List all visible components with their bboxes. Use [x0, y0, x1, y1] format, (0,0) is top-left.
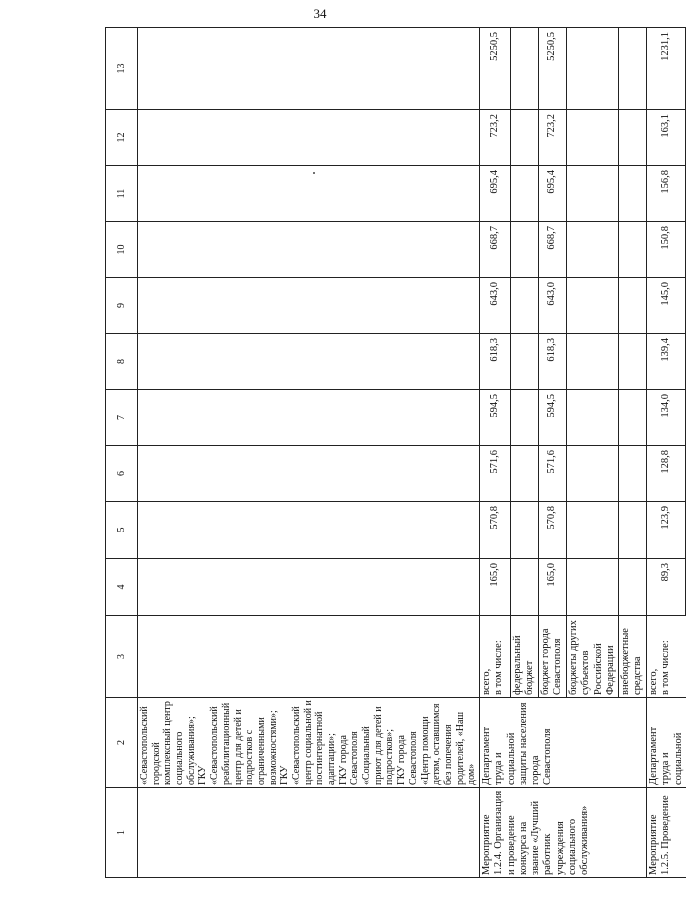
value-cell [510, 502, 538, 559]
value-cell [510, 559, 538, 616]
value-cell [138, 278, 480, 334]
value-cell [566, 390, 618, 446]
value-cell [566, 166, 618, 222]
value-cell: 570,8 [479, 502, 510, 559]
source-cell: федеральный бюджет [510, 616, 538, 698]
value-cell [619, 390, 647, 446]
value-cell: 165,0 [538, 559, 566, 616]
header-cell: 6 [106, 446, 138, 502]
value-cell: 571,6 [538, 446, 566, 502]
value-cell: 1231,1 [647, 28, 686, 110]
value-cell [619, 28, 647, 110]
value-cell: 89,3 [647, 559, 686, 616]
value-cell [510, 390, 538, 446]
value-cell [619, 110, 647, 166]
value-cell: 643,0 [479, 278, 510, 334]
rotated-table-container [105, 28, 684, 878]
value-cell: 134,0 [647, 390, 686, 446]
header-row [106, 28, 138, 878]
value-cell: 123,9 [647, 502, 686, 559]
value-cell: 570,8 [538, 502, 566, 559]
value-cell [619, 222, 647, 278]
header-cell: 9 [106, 278, 138, 334]
executor-cell: Департамент труда и социальной [647, 698, 686, 788]
header-cell: 1 [106, 788, 138, 878]
value-cell [619, 278, 647, 334]
value-cell [510, 166, 538, 222]
value-cell [138, 110, 480, 166]
value-cell [566, 222, 618, 278]
value-cell [138, 390, 480, 446]
header-cell: 12 [106, 110, 138, 166]
value-cell [619, 502, 647, 559]
table-row [647, 28, 686, 878]
value-cell: 5250,5 [479, 28, 510, 110]
page-number: 34 [313, 6, 327, 21]
header-cell: 8 [106, 334, 138, 390]
budget-table [105, 27, 686, 878]
value-cell: 594,5 [479, 390, 510, 446]
value-cell: 668,7 [479, 222, 510, 278]
header-cell: 11 [106, 166, 138, 222]
source-cell [138, 616, 480, 698]
value-cell [510, 334, 538, 390]
header-cell: 7 [106, 390, 138, 446]
value-cell [510, 222, 538, 278]
value-cell: 165,0 [479, 559, 510, 616]
header-cell: 13 [106, 28, 138, 110]
value-cell [138, 502, 480, 559]
value-cell [510, 28, 538, 110]
value-cell: 723,2 [479, 110, 510, 166]
value-cell: 163,1 [647, 110, 686, 166]
header-cell: 3 [106, 616, 138, 698]
value-cell [510, 446, 538, 502]
value-cell: 723,2 [538, 110, 566, 166]
value-cell: 695,4 [479, 166, 510, 222]
value-cell [138, 446, 480, 502]
header-cell: 2 [106, 698, 138, 788]
value-cell [619, 334, 647, 390]
value-cell [619, 559, 647, 616]
table-row [479, 28, 510, 878]
value-cell: 695,4 [538, 166, 566, 222]
value-cell [510, 110, 538, 166]
header-cell: 5 [106, 502, 138, 559]
measure-name-cell: Мероприятие 1.2.5. Проведение [647, 788, 686, 878]
value-cell [566, 559, 618, 616]
source-cell: внебюджетные средства [619, 616, 647, 698]
source-cell: всего, в том числе: [647, 616, 686, 698]
value-cell: 594,5 [538, 390, 566, 446]
value-cell: 571,6 [479, 446, 510, 502]
value-cell [138, 559, 480, 616]
value-cell [566, 110, 618, 166]
value-cell [138, 222, 480, 278]
value-cell [566, 28, 618, 110]
value-cell [138, 28, 480, 110]
header-cell: 10 [106, 222, 138, 278]
source-cell: бюджет города Севастополя [538, 616, 566, 698]
value-cell [510, 278, 538, 334]
continuation-row [138, 28, 480, 878]
measure-name-cell: Мероприятие 1.2.4. Организация и проведение конкурса на звание «Лучший работник учреждения социального обслуживания» [479, 788, 646, 878]
value-cell [138, 334, 480, 390]
value-cell: 150,8 [647, 222, 686, 278]
value-cell: 618,3 [538, 334, 566, 390]
value-cell: 5250,5 [538, 28, 566, 110]
measure-name-cell [138, 788, 480, 878]
value-cell [566, 278, 618, 334]
value-cell [566, 502, 618, 559]
value-cell [619, 446, 647, 502]
value-cell [566, 446, 618, 502]
source-cell: всего, в том числе: [479, 616, 510, 698]
source-cell: бюджеты других субъектов Российской Федерации [566, 616, 618, 698]
value-cell: 139,4 [647, 334, 686, 390]
executors-cell: «Севастопольский городской комплексный центр социального обслуживания»; ГКУ «Севастопольский реабилитационный центр для детей и подростков с ограниченными возможностями»; ГКУ «Севастопольский центр социальной и постинтернатной адаптации»; ГКУ города Севастополя «Социальный приют для детей и подростков»; ГКУ города Севастополя «Центр помощи детям, оставшимся без попечения родителей, «Наш дом» [138, 698, 480, 788]
value-cell [566, 334, 618, 390]
value-cell: 643,0 [538, 278, 566, 334]
value-cell [138, 166, 480, 222]
value-cell: 668,7 [538, 222, 566, 278]
header-cell: 4 [106, 559, 138, 616]
value-cell: 156,8 [647, 166, 686, 222]
value-cell: 128,8 [647, 446, 686, 502]
value-cell: 618,3 [479, 334, 510, 390]
value-cell [619, 166, 647, 222]
executor-cell: Департамент труда и социальной защиты населения города Севастополя [479, 698, 646, 788]
value-cell: 145,0 [647, 278, 686, 334]
